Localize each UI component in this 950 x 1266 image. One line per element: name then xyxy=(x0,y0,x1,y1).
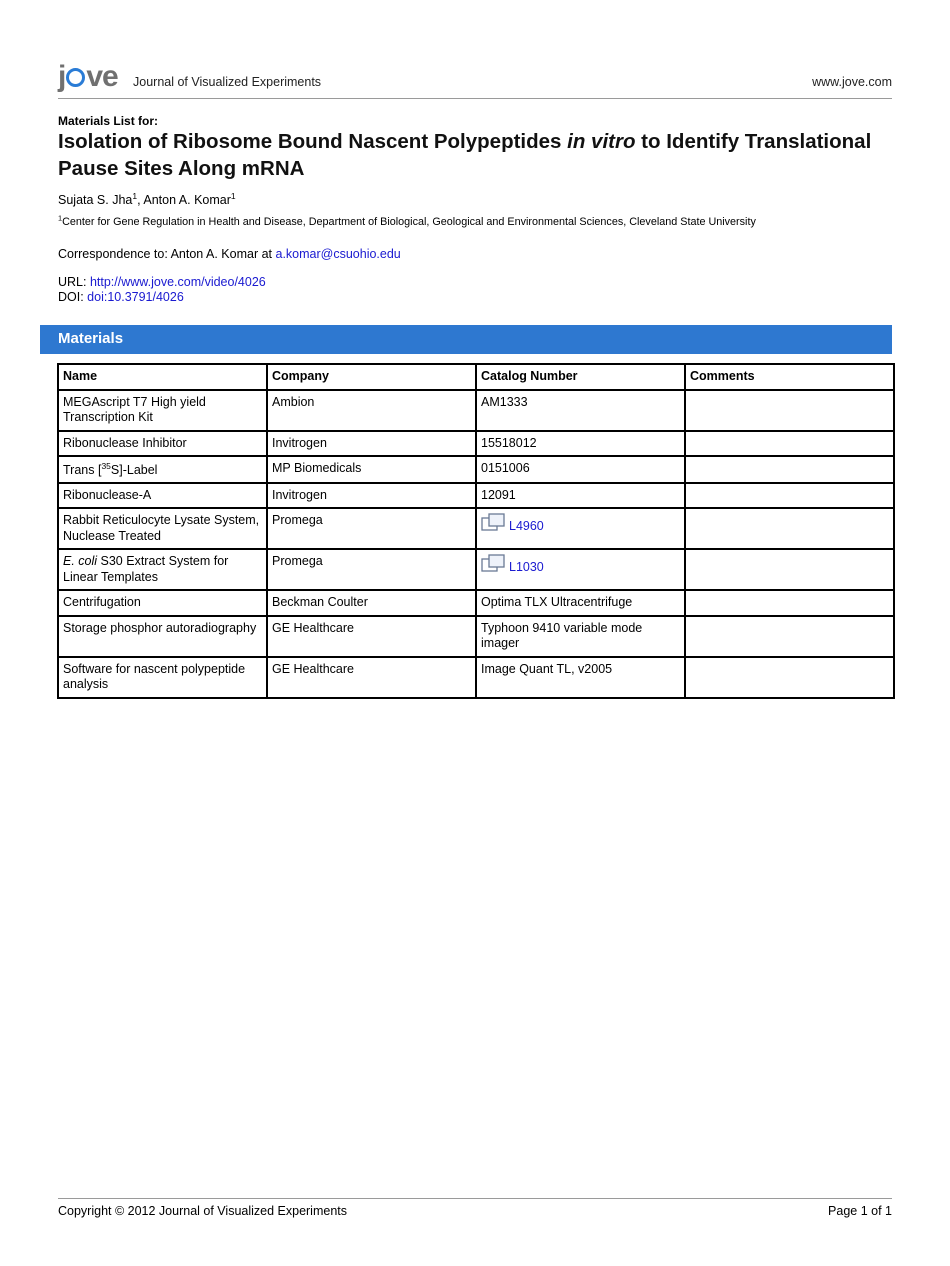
cell-company: GE Healthcare xyxy=(267,657,476,698)
cell-comments xyxy=(685,616,894,657)
cell-comments xyxy=(685,431,894,457)
table-row xyxy=(58,549,894,590)
cell-catalog: Optima TLX Ultracentrifuge xyxy=(476,590,685,616)
table-row xyxy=(58,431,894,457)
cell-catalog: Typhoon 9410 variable mode imager xyxy=(476,616,685,657)
cell-comments xyxy=(685,549,894,590)
catalog-link[interactable]: L1030 xyxy=(481,560,544,576)
page-footer xyxy=(58,1198,892,1218)
cell-company: MP Biomedicals xyxy=(267,456,476,483)
cell-comments xyxy=(685,508,894,549)
cell-company: Promega xyxy=(267,549,476,590)
page-header xyxy=(58,60,892,99)
cell-name: Storage phosphor autoradiography xyxy=(58,616,267,657)
author-name: Sujata S. Jha xyxy=(58,193,133,207)
logo-o-icon xyxy=(66,68,85,87)
cell-name: MEGAscript T7 High yield Transcription Kit xyxy=(58,390,267,431)
cell-name: Software for nascent polypeptide analysis xyxy=(58,657,267,698)
cell-name: Ribonuclease-A xyxy=(58,483,267,509)
doi-link[interactable]: doi:10.3791/4026 xyxy=(87,290,184,304)
section-title: Materials xyxy=(58,330,124,347)
table-row xyxy=(58,508,894,549)
affiliation: $^1$Center for Gene Regulation in Health and Disease, Department of Biological, Geological and Environmental Sciences, Cleveland State University xyxy=(58,213,756,228)
author-name: Anton A. Komar xyxy=(143,193,231,207)
cell-catalog: Image Quant TL, v2005 xyxy=(476,657,685,698)
table-header-row xyxy=(58,364,894,390)
external-link-icon xyxy=(481,554,505,573)
cell-catalog: 15518012 xyxy=(476,431,685,457)
journal-name: Journal of Visualized Experiments xyxy=(133,75,322,89)
table-row xyxy=(58,390,894,431)
section-banner xyxy=(40,325,892,354)
column-header: Comments xyxy=(685,364,894,390)
article-doi: DOI: doi:10.3791/4026 xyxy=(58,290,184,304)
cell-company: Invitrogen xyxy=(267,431,476,457)
cell-comments xyxy=(685,590,894,616)
cell-catalog xyxy=(476,549,685,590)
external-link-icon xyxy=(481,513,505,532)
cell-name: Ribonuclease Inhibitor xyxy=(58,431,267,457)
cell-company: GE Healthcare xyxy=(267,616,476,657)
cell-catalog: AM1333 xyxy=(476,390,685,431)
cell-name: Trans [$^{35}$S]-Label xyxy=(58,456,267,483)
cell-catalog: 0151006 xyxy=(476,456,685,483)
table-row xyxy=(58,590,894,616)
article-title: Isolation of Ribosome Bound Nascent Polypeptides in vitro to Identify Translational Pause Sites Along mRNA xyxy=(58,130,872,180)
page-number: Page 1 of 1 xyxy=(828,1204,892,1218)
cell-comments xyxy=(685,483,894,509)
catalog-link[interactable]: L4960 xyxy=(481,519,544,535)
author-list: Sujata S. Jha$^1$, Anton A. Komar$^1$ xyxy=(58,190,236,207)
column-header: Catalog Number xyxy=(476,364,685,390)
url-link[interactable]: http://www.jove.com/video/4026 xyxy=(89,275,266,289)
materials-table xyxy=(57,363,895,699)
column-header: Name xyxy=(58,364,267,390)
cell-comments xyxy=(685,657,894,698)
cell-name: Rabbit Reticulocyte Lysate System, Nuclease Treated xyxy=(58,508,267,549)
article-url: URL: http://www.jove.com/video/4026 xyxy=(58,275,266,289)
cell-catalog: 12091 xyxy=(476,483,685,509)
table-row xyxy=(58,616,894,657)
jove-logo[interactable]: j ve xyxy=(58,60,118,93)
email-link[interactable]: a.komar@csuohio.edu xyxy=(275,247,401,261)
cell-comments xyxy=(685,456,894,483)
cell-comments xyxy=(685,390,894,431)
table-row xyxy=(58,657,894,698)
cell-name: E. coli S30 Extract System for Linear Templates xyxy=(58,549,267,590)
column-header: Company xyxy=(267,364,476,390)
cell-company: Promega xyxy=(267,508,476,549)
site-link[interactable]: www.jove.com xyxy=(812,75,892,89)
table-row xyxy=(58,483,894,509)
cell-catalog xyxy=(476,508,685,549)
cell-company: Invitrogen xyxy=(267,483,476,509)
cell-company: Beckman Coulter xyxy=(267,590,476,616)
cell-name: Centrifugation xyxy=(58,590,267,616)
cell-company: Ambion xyxy=(267,390,476,431)
materials-list-label: Materials List for: xyxy=(58,114,159,128)
copyright: Copyright © 2012 Journal of Visualized Experiments xyxy=(58,1204,347,1218)
correspondence: Correspondence to: Anton A. Komar at a.komar@csuohio.edu xyxy=(58,247,401,261)
table-row xyxy=(58,456,894,483)
